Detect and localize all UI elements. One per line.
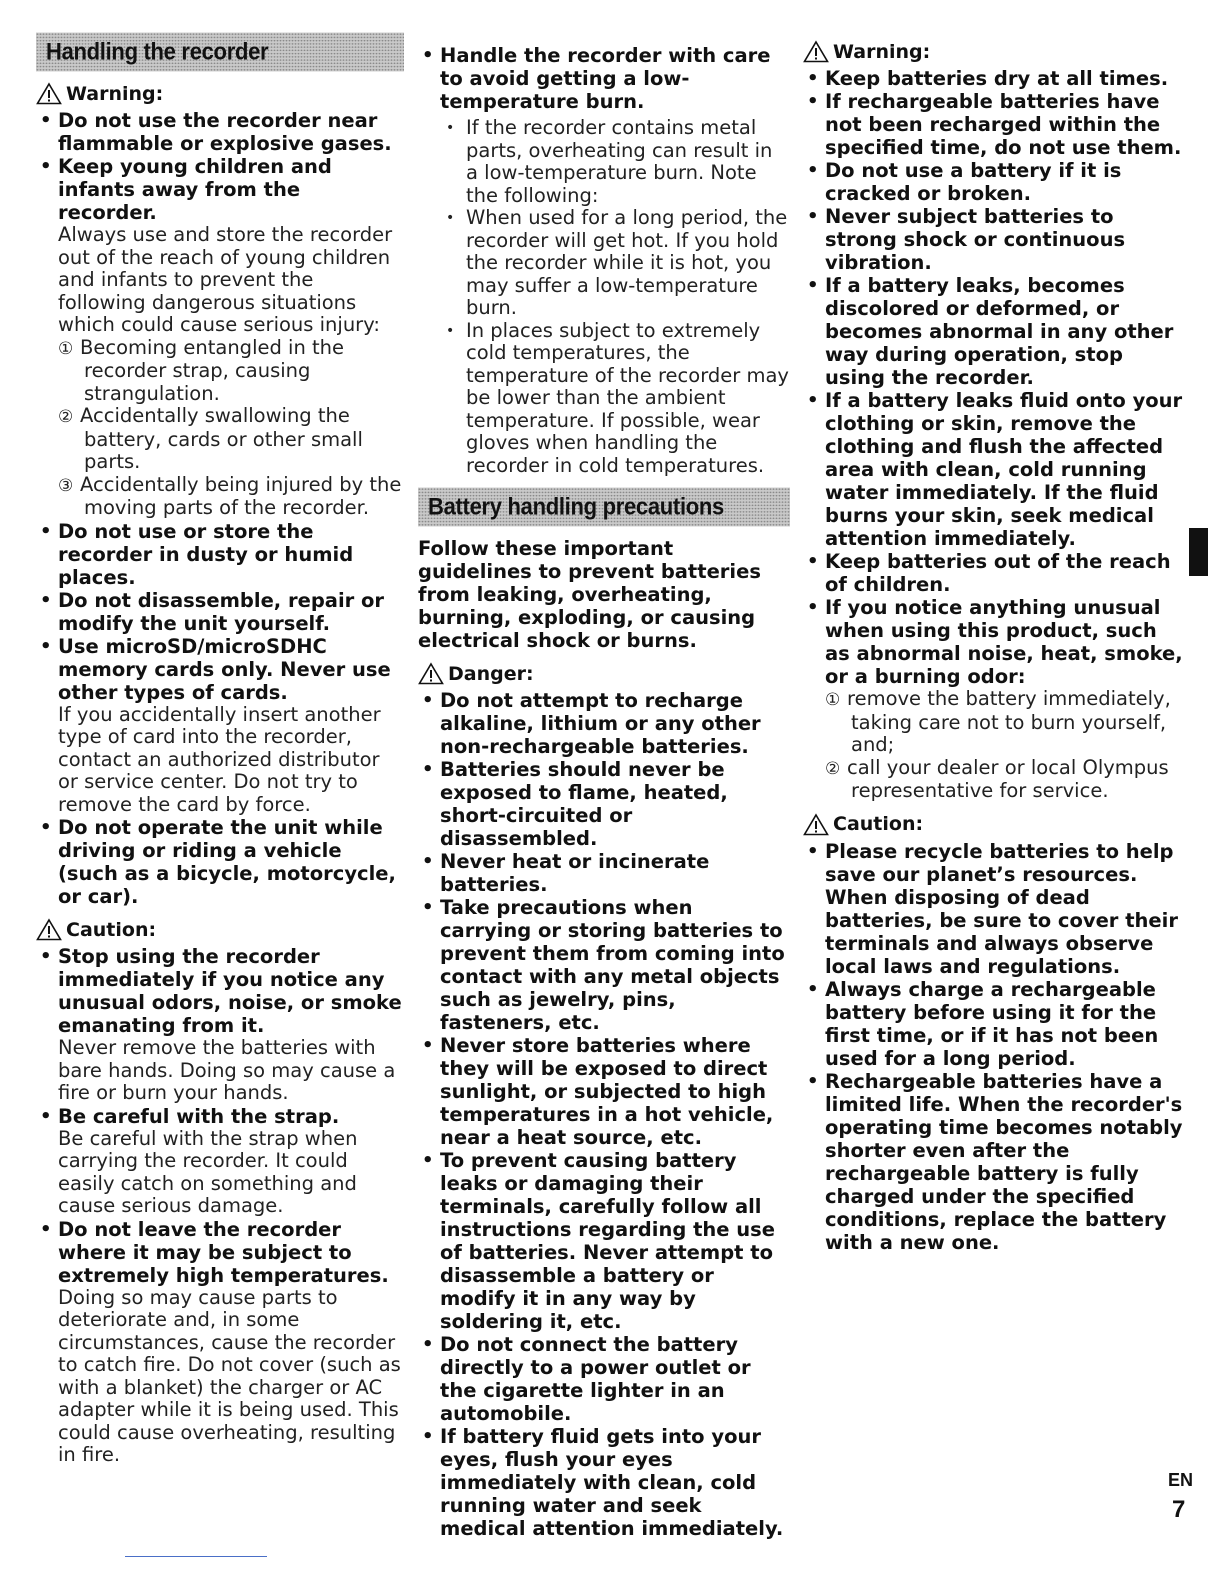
children-danger-list: [58, 337, 404, 520]
handle-sublist: [440, 117, 790, 477]
page-number: 7: [1172, 1496, 1186, 1523]
list-item: • Do not attempt to recharge alkaline, lithium or any other non-rechargeable batteries.: [418, 689, 790, 758]
list-item: • To prevent causing battery leaks or damaging their terminals, carefully follow all instructions regarding the use of batteries. Never attempt to disassemble a battery or modify it in any way by soldering it, etc.: [418, 1149, 790, 1333]
section-title-battery: Battery handling precautions: [418, 488, 790, 527]
list-item: • Take precautions when carrying or storing batteries to prevent them from coming into contact with any metal objects such as jewelry, pins, fasteners, etc.: [418, 896, 790, 1034]
numbered-item: ② Accidentally swallowing the battery, cards or other small parts.: [58, 404, 363, 473]
column-3: [803, 40, 1188, 1254]
section-tab-marker: [1189, 528, 1208, 576]
sub-item: • If the recorder contains metal parts, overheating can result in a low-temperature burn. Note the following:: [440, 117, 790, 207]
list-item: • Batteries should never be exposed to flame, heated, short-circuited or disassembled.: [418, 758, 790, 850]
list-item: • Do not operate the unit while driving or riding a vehicle (such as a bicycle, motorcycle, or car).: [36, 816, 404, 908]
battery-caution-heading: [803, 813, 1188, 836]
warning-triangle-icon: [36, 82, 62, 105]
warning-label: Warning:: [66, 82, 164, 105]
danger-list: [418, 689, 790, 1540]
column-2: [418, 44, 790, 1540]
list-item: • Keep batteries dry at all times.: [803, 67, 1188, 90]
sub-item: • When used for a long period, the recorder will get hot. If you hold the recorder while it is hot, you may suffer a low-temperature burn.: [440, 207, 790, 320]
danger-triangle-icon: [418, 662, 444, 685]
caution-list: [36, 945, 404, 1467]
numbered-item: ③ Accidentally being injured by the moving parts of the recorder.: [58, 472, 402, 519]
footer-rule: [125, 1556, 267, 1557]
list-item: • If rechargeable batteries have not been recharged within the specified time, do not use them.: [803, 90, 1188, 159]
warning-triangle-icon: [803, 40, 829, 63]
list-item: • If you notice anything unusual when using this product, such as abnormal noise, heat, smoke, or a burning odor: ① remove the battery immediately, taking care not to burn yourself, and; ② call your dealer or local Olympus representative for service.: [803, 596, 1188, 803]
list-item: • Stop using the recorder immediately if you notice any unusual odors, noise, or smoke emanating from it. Never remove the batteries with bare hands. Doing so may cause a fire or burn your hands.: [36, 945, 404, 1105]
danger-heading: [418, 662, 790, 685]
list-item: • Do not use or store the recorder in dusty or humid places.: [36, 520, 404, 589]
unusual-steps-list: [825, 688, 1188, 803]
column-1: [36, 34, 404, 1467]
list-item: • Keep batteries out of the reach of children.: [803, 550, 1188, 596]
numbered-item: ② call your dealer or local Olympus representative for service.: [825, 755, 1169, 802]
warning-label: Warning:: [833, 40, 931, 63]
list-item: • If a battery leaks, becomes discolored or deformed, or becomes abnormal in any other way during operation, stop using the recorder.: [803, 274, 1188, 389]
numbered-item: ① Becoming entangled in the recorder strap, causing strangulation.: [58, 335, 345, 405]
caution-label: Caution:: [66, 918, 157, 941]
list-item: • Rechargeable batteries have a limited life. When the recorder's operating time becomes notably shorter even after the rechargeable battery is fully charged under the specified conditions, replace the battery with a new one.: [803, 1070, 1188, 1254]
sub-item: • In places subject to extremely cold temperatures, the temperature of the recorder may be lower than the ambient temperature. If possible, wear gloves when handling the recorder in cold temperatures.: [440, 320, 790, 478]
list-item: • Do not leave the recorder where it may be subject to extremely high temperatures. Doing so may cause parts to deteriorate and, in some circumstances, cause the recorder to catch fire. Do not cover (such as with a blanket) the charger or AC adapter while it is being used. This could cause overheating, resulting in fire.: [36, 1218, 404, 1467]
handle-list: [418, 44, 790, 477]
list-item: • Please recycle batteries to help save our planet’s resources. When disposing of dead batteries, be sure to cover their terminals and always observe local laws and regulations.: [803, 840, 1188, 978]
warning-heading: [36, 82, 404, 105]
battery-intro: Follow these important guidelines to prevent batteries from leaking, overheating, burning, exploding, or causing electrical shock or burns.: [418, 537, 761, 652]
list-item: • Handle the recorder with care to avoid getting a low-temperature burn. • If the recorder contains metal parts, overheating can result in a low-temperature burn. Note the following: • When used for a long period, the recorder will get hot. If you hold the recorder while it is hot, you may suffer a low-temperature burn. • In places subject to extremely cold temperatures, the temperature of the recorder may be lower than the ambient temperature. If possible, wear gloves when handling the recorder in cold temperatures.: [418, 44, 790, 477]
warning-list: [36, 109, 404, 908]
list-item: • Never store batteries where they will be exposed to direct sunlight, or subjected to high temperatures in a hot vehicle, near a heat source, etc.: [418, 1034, 790, 1149]
list-item: • Do not use the recorder near flammable or explosive gases.: [36, 109, 404, 155]
caution-label: Caution:: [833, 813, 924, 835]
list-item: • Be careful with the strap. Be careful with the strap when carrying the recorder. It could easily catch on something and cause serious damage.: [36, 1105, 404, 1218]
list-item: • Keep young children and infants away from the recorder. Always use and store the recorder out of the reach of young children and infants to prevent the following dangerous situations which could cause serious injury: ① Becoming entangled in the recorder strap, causing strangulation. ② Accidentally swallowing the battery, cards or other small parts. ③ Accidentally being injured by the moving parts of the recorder.: [36, 155, 404, 520]
battery-warning-heading: [803, 40, 1188, 63]
caution-triangle-icon: [803, 813, 829, 836]
list-item: • If a battery leaks fluid onto your clothing or skin, remove the clothing and flush the affected area with clean, cold running water immediately. If the fluid burns your skin, seek medical attention immediately.: [803, 389, 1188, 550]
list-item: • Never heat or incinerate batteries.: [418, 850, 790, 896]
numbered-item: ① remove the battery immediately, taking care not to burn yourself, and;: [825, 687, 1171, 756]
caution-triangle-icon: [36, 918, 62, 941]
list-item: • Do not connect the battery directly to a power outlet or the cigarette lighter in an automobile.: [418, 1333, 790, 1425]
list-item: • Use microSD/microSDHC memory cards only. Never use other types of cards. If you accidentally insert another type of card into the recorder, contact an authorized distributor or service center. Do not try to remove the card by force.: [36, 635, 404, 817]
list-item: • Never subject batteries to strong shock or continuous vibration.: [803, 205, 1188, 274]
page-language: EN: [1168, 1470, 1194, 1490]
danger-label: Danger:: [448, 662, 534, 685]
caution-heading: [36, 918, 404, 941]
battery-caution-list: [803, 840, 1188, 1254]
list-item: • Always charge a rechargeable battery before using it for the first time, or if it has not been used for a long period.: [803, 978, 1188, 1070]
section-title-handling: Handling the recorder: [36, 33, 404, 72]
list-item: • Do not disassemble, repair or modify the unit yourself.: [36, 589, 404, 635]
battery-warning-list: [803, 67, 1188, 803]
list-item: • If battery fluid gets into your eyes, flush your eyes immediately with clean, cold running water and seek medical attention immediately.: [418, 1425, 790, 1540]
list-item: • Do not use a battery if it is cracked or broken.: [803, 159, 1188, 205]
